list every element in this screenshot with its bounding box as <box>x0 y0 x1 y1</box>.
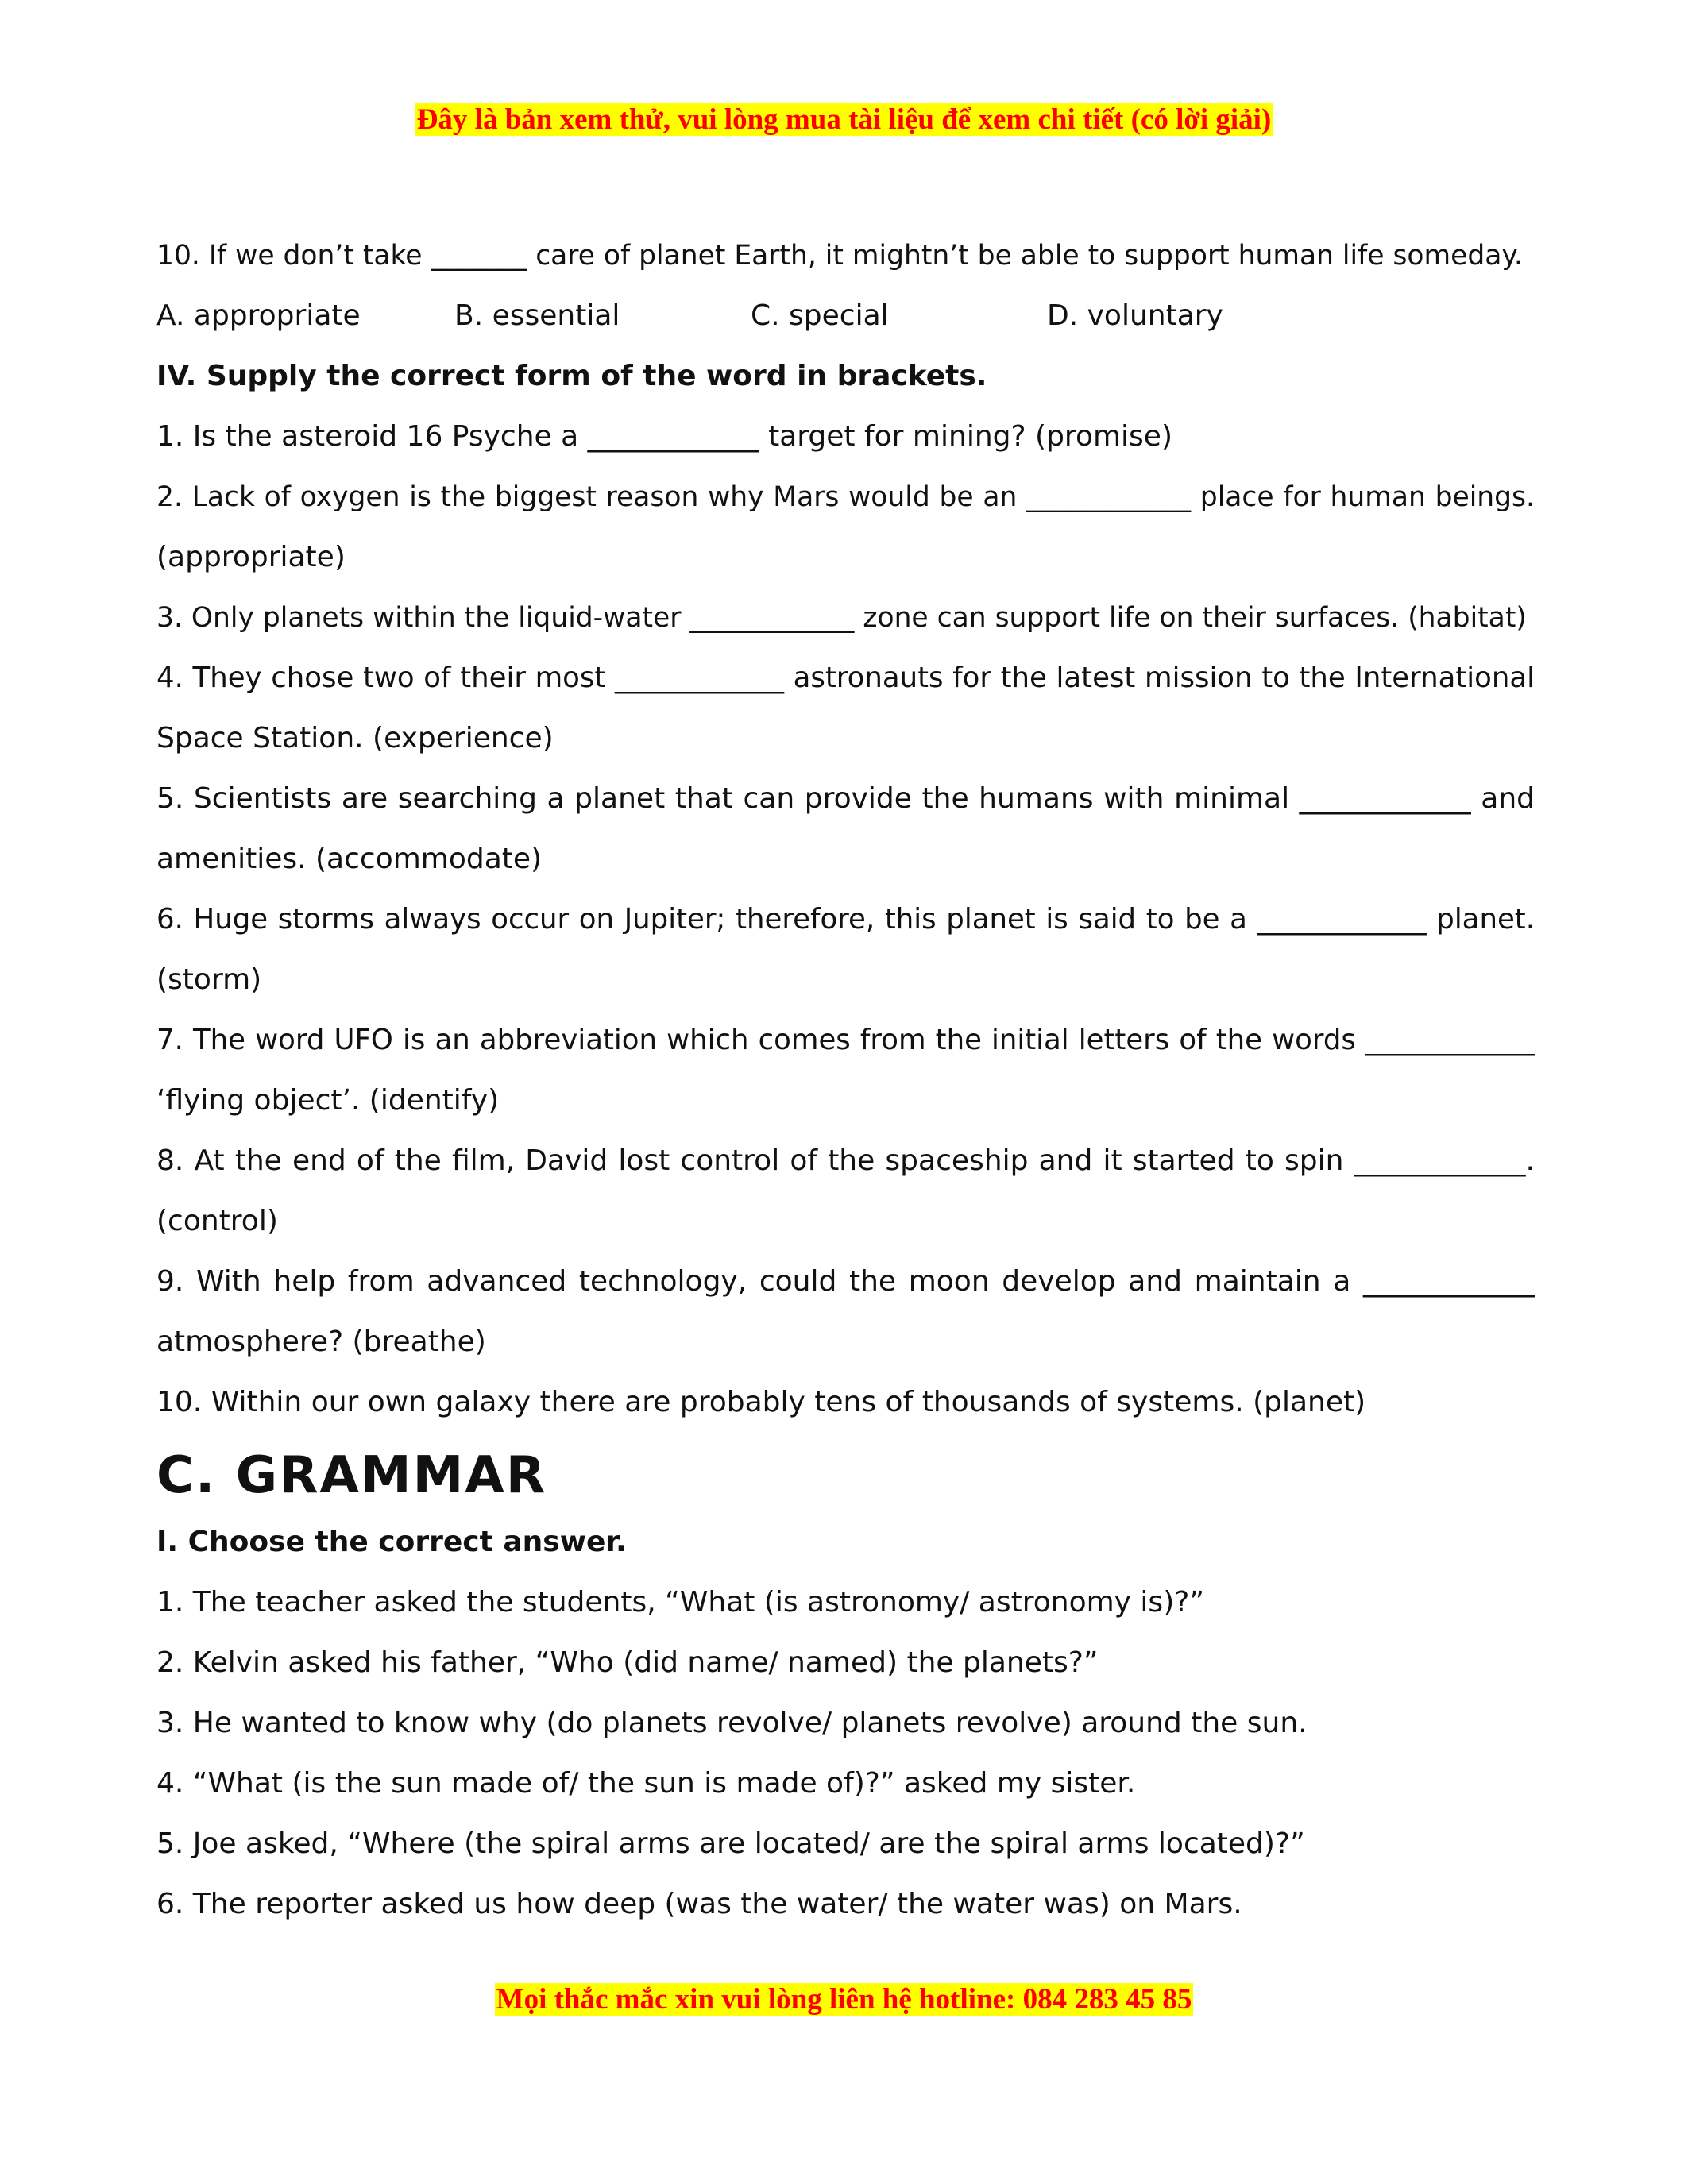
hotline-text: Mọi thắc mắc xin vui lòng liên hệ hotline: 084 283 45 85 <box>496 1983 1192 2016</box>
word-form-line: atmosphere? (breathe) <box>156 1325 486 1358</box>
word-form-line: (appropriate) <box>156 541 346 573</box>
option-c: C. special <box>751 299 889 332</box>
word-form-line: ‘flying object’. (identify) <box>156 1084 500 1117</box>
word-form-line: 1. Is the asteroid 16 Psyche a ____________ target for mining? (promise) <box>156 420 1172 453</box>
grammar-question: 6. The reporter asked us how deep (was the water/ the water was) on Mars. <box>156 1888 1242 1920</box>
word-form-line: (control) <box>156 1205 278 1237</box>
preview-notice-text: Đây là bản xem thử, vui lòng mua tài liệu để xem chi tiết (có lời giải) <box>416 103 1272 136</box>
word-form-line: (storm) <box>156 963 262 996</box>
vocab-question-10: 10. If we don’t take _______ care of planet Earth, it mightn’t be able to support human life someday. <box>156 240 1523 272</box>
word-form-line: 9. With help from advanced technology, could the moon develop and maintain a ____________ <box>156 1265 1535 1298</box>
word-form-line: 4. They chose two of their most ____________ astronauts for the latest mission to the International <box>156 662 1535 694</box>
word-form-line: 3. Only planets within the liquid-water ____________ zone can support life on their surfaces. (habitat) <box>156 602 1527 634</box>
word-form-line: 7. The word UFO is an abbreviation which comes from the initial letters of the words ____________ <box>156 1024 1535 1056</box>
word-form-line: 6. Huge storms always occur on Jupiter; therefore, this planet is said to be a ____________ planet. <box>156 903 1535 936</box>
word-form-line: 10. Within our own galaxy there are probably tens of thousands of systems. (planet) <box>156 1386 1366 1418</box>
word-form-line: 8. At the end of the film, David lost control of the spaceship and it started to spin ____________. <box>156 1144 1535 1177</box>
grammar-question: 2. Kelvin asked his father, “Who (did name/ named) the planets?” <box>156 1646 1099 1679</box>
grammar-question: 4. “What (is the sun made of/ the sun is made of)?” asked my sister. <box>156 1767 1136 1800</box>
option-a: A. appropriate <box>156 299 361 332</box>
preview-notice-banner <box>0 102 1688 138</box>
grammar-question: 5. Joe asked, “Where (the spiral arms are located/ are the spiral arms located)?” <box>156 1827 1305 1860</box>
hotline-banner <box>0 1981 1688 2018</box>
word-form-line: Space Station. (experience) <box>156 722 554 754</box>
grammar-question: 1. The teacher asked the students, “What (is astronomy/ astronomy is)?” <box>156 1586 1204 1619</box>
section-iv-heading: IV. Supply the correct form of the word in brackets. <box>156 360 987 392</box>
word-form-line: amenities. (accommodate) <box>156 843 543 875</box>
option-d: D. voluntary <box>1047 299 1223 332</box>
word-form-line: 2. Lack of oxygen is the biggest reason why Mars would be an ____________ place for human beings. <box>156 481 1535 513</box>
grammar-section-title: C. GRAMMAR <box>156 1446 547 1505</box>
word-form-line: 5. Scientists are searching a planet that can provide the humans with minimal ____________ and <box>156 782 1535 815</box>
grammar-question: 3. He wanted to know why (do planets revolve/ planets revolve) around the sun. <box>156 1707 1308 1739</box>
option-b: B. essential <box>454 299 620 332</box>
grammar-part-i-heading: I. Choose the correct answer. <box>156 1526 627 1558</box>
